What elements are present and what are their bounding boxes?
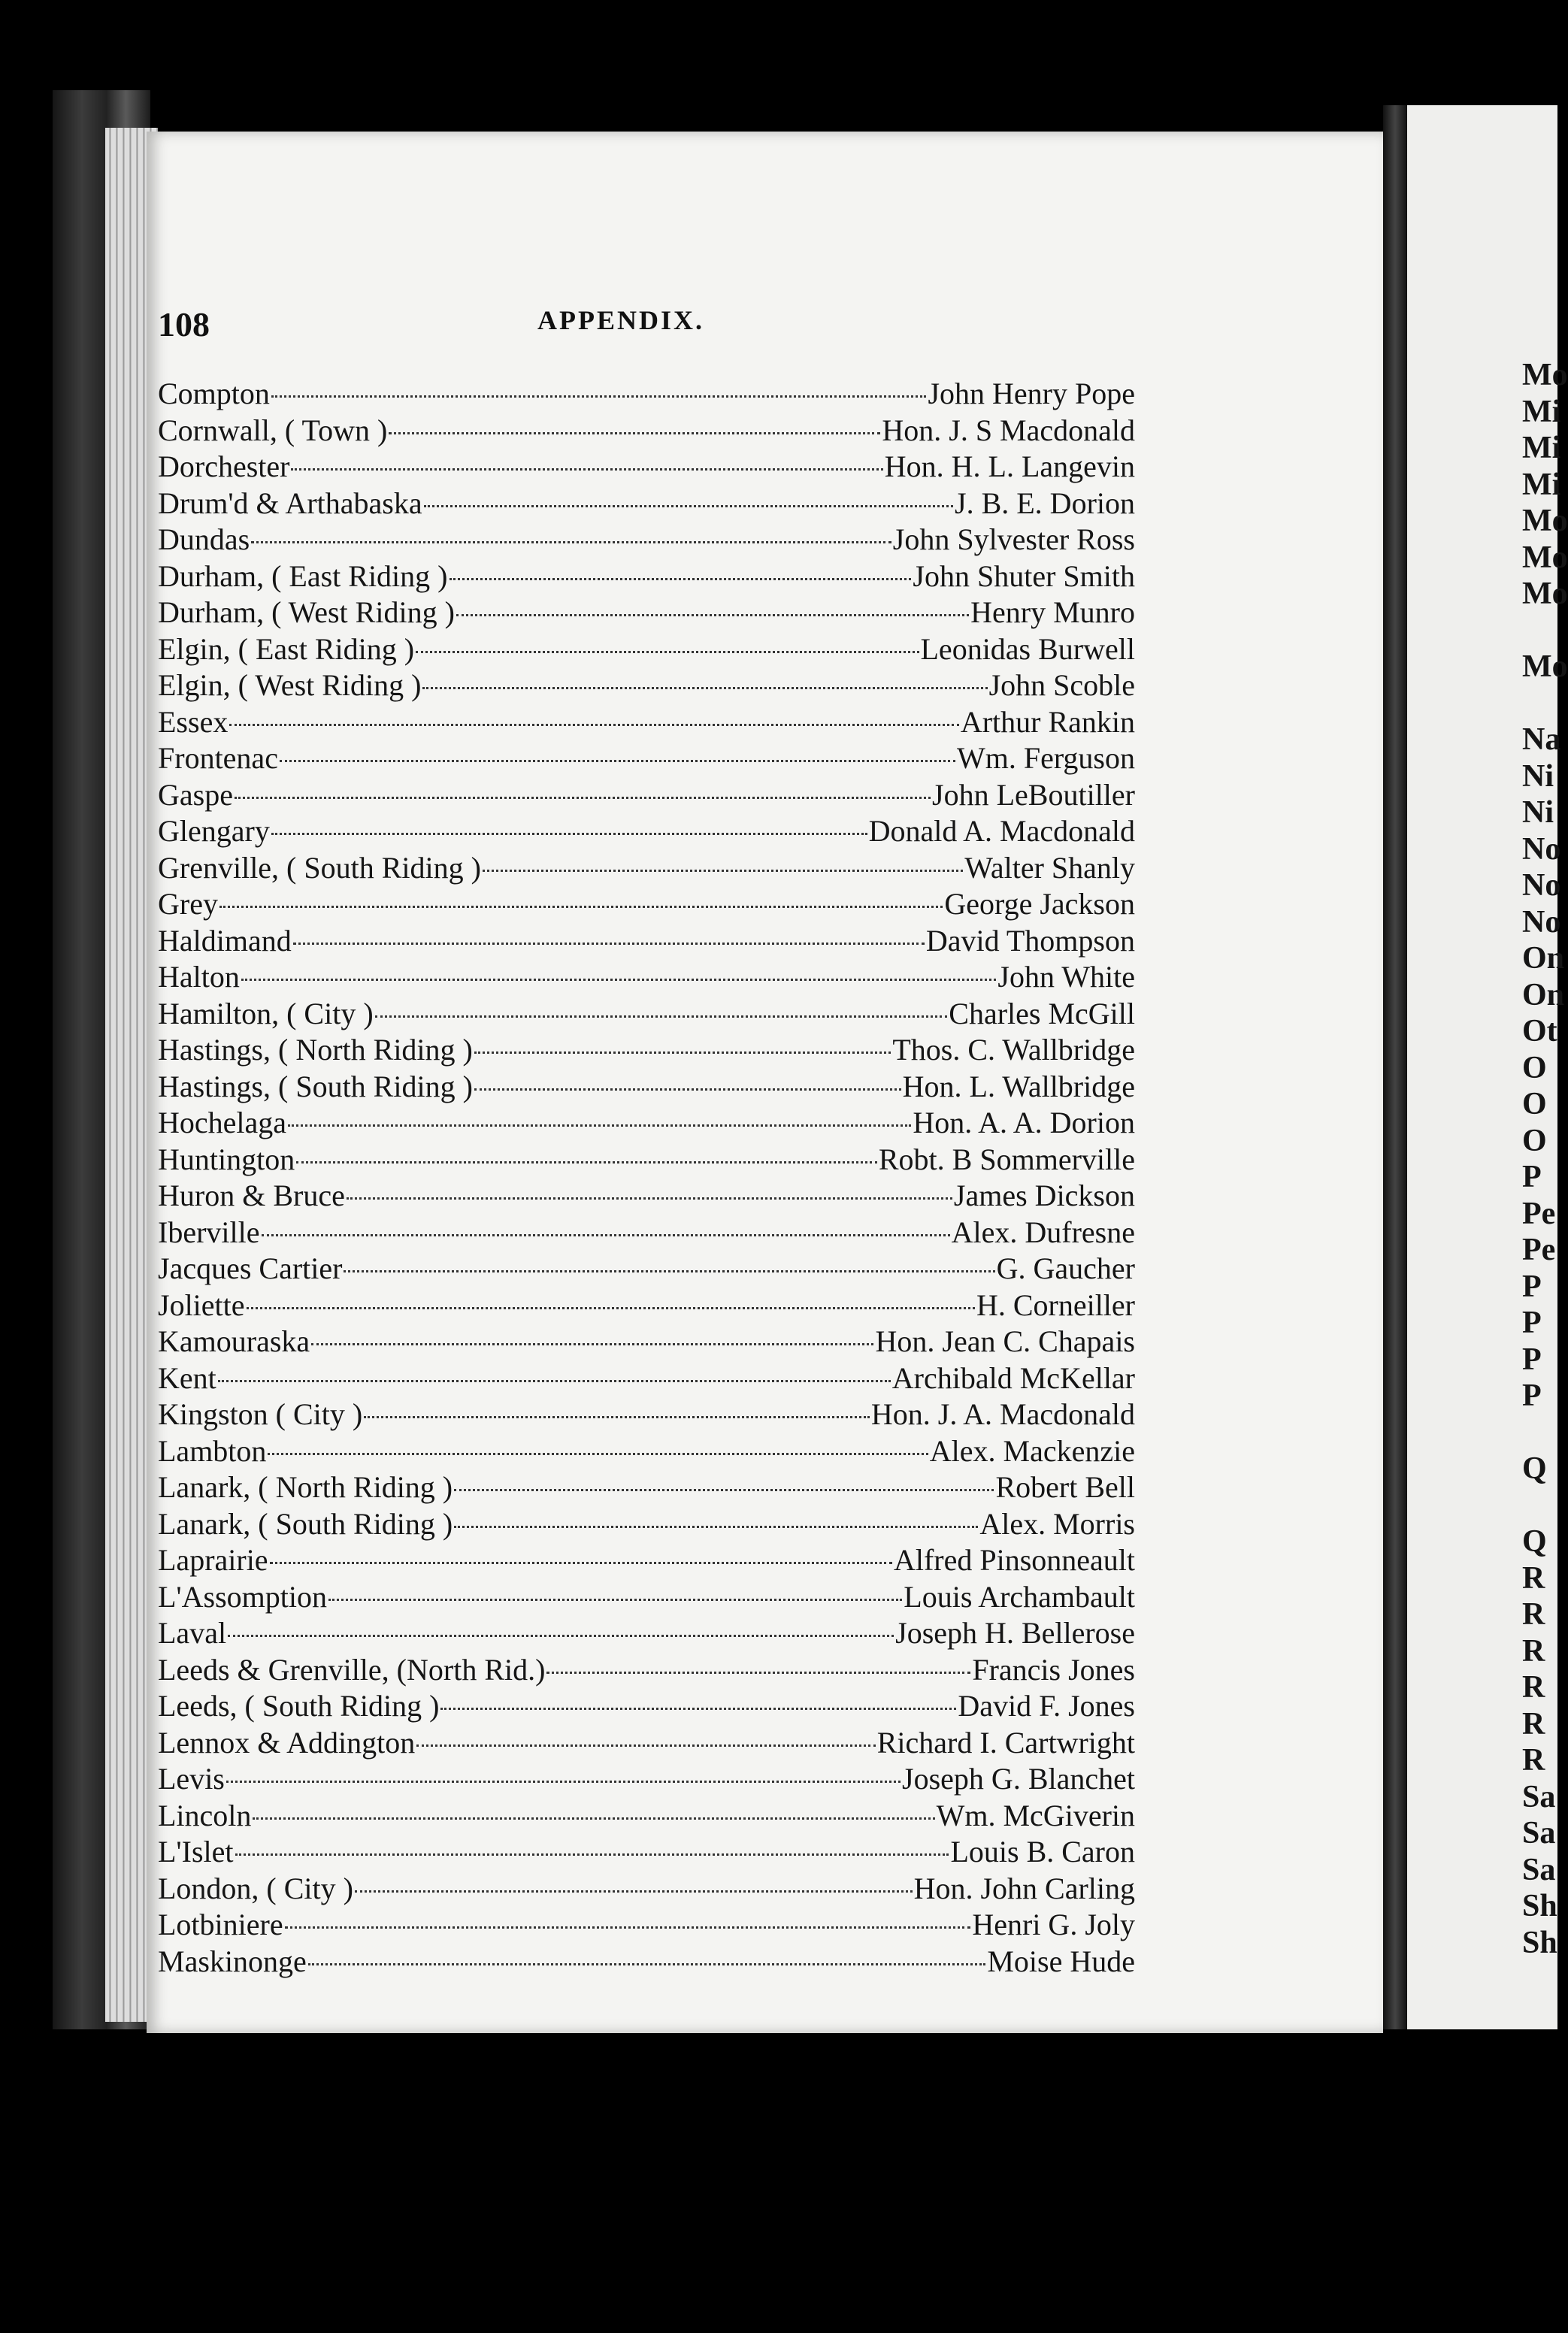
constituency-name: Elgin, ( East Riding ) xyxy=(158,631,415,666)
facing-page-fragment: P xyxy=(1522,1160,1542,1194)
list-item xyxy=(158,704,1135,741)
list-item xyxy=(158,522,1135,558)
constituency-name: Hastings, ( South Riding ) xyxy=(158,1069,473,1103)
dot-leader xyxy=(228,1635,894,1637)
member-name: H. Corneiller xyxy=(976,1288,1135,1322)
facing-page-fragment: Mo xyxy=(1522,576,1568,611)
facing-page-fragment: P xyxy=(1522,1342,1542,1377)
facing-page-fragment: P xyxy=(1522,1269,1542,1304)
member-name: Charles McGill xyxy=(949,996,1135,1030)
list-item xyxy=(158,1360,1135,1397)
running-head: APPENDIX. xyxy=(537,305,704,335)
dot-leader xyxy=(422,687,987,689)
dot-leader xyxy=(474,1088,901,1091)
facing-page-fragment: Pe xyxy=(1522,1196,1556,1231)
facing-page-fragment: R xyxy=(1522,1597,1545,1632)
dot-leader xyxy=(344,1270,994,1272)
facing-page-fragment: R xyxy=(1522,1670,1545,1705)
facing-page-fragment: Sh xyxy=(1522,1925,1557,1960)
facing-page-fragment: Mi xyxy=(1522,467,1561,502)
dot-leader xyxy=(253,1817,934,1820)
member-name: John LeBoutiller xyxy=(932,777,1135,812)
list-item xyxy=(158,1396,1135,1433)
member-name: Richard I. Cartwright xyxy=(876,1725,1135,1760)
list-item xyxy=(158,1871,1135,1908)
constituency-name: Halton xyxy=(158,960,240,994)
facing-page-fragment: Q xyxy=(1522,1451,1547,1486)
list-item xyxy=(158,558,1135,595)
member-name: J. B. E. Dorion xyxy=(955,486,1135,520)
list-item xyxy=(158,1032,1135,1069)
dot-leader xyxy=(241,979,997,981)
constituency-name: Lincoln xyxy=(158,1798,252,1832)
dot-leader xyxy=(454,1489,994,1491)
dot-leader xyxy=(311,1343,873,1345)
constituency-name: Elgin, ( West Riding ) xyxy=(158,668,422,702)
list-item xyxy=(158,1725,1135,1762)
facing-page-fragment: P xyxy=(1522,1306,1542,1340)
facing-page-fragment: O xyxy=(1522,1123,1547,1158)
dot-leader xyxy=(296,1161,877,1163)
constituency-name: London, ( City ) xyxy=(158,1871,353,1905)
page-number: 108 xyxy=(158,305,210,343)
list-item xyxy=(158,923,1135,960)
constituency-name: Kamouraska xyxy=(158,1324,310,1358)
list-item xyxy=(158,996,1135,1033)
list-item xyxy=(158,667,1135,704)
member-name: G. Gaucher xyxy=(996,1251,1135,1285)
constituency-name: Hochelaga xyxy=(158,1106,287,1139)
list-item xyxy=(158,1215,1135,1251)
member-name: John Shuter Smith xyxy=(913,558,1135,593)
member-name: Henry Munro xyxy=(970,595,1135,629)
member-name: Louis Archambault xyxy=(904,1579,1135,1614)
dot-leader xyxy=(219,906,943,908)
member-name: Arthur Rankin xyxy=(960,704,1135,739)
constituency-name: Levis xyxy=(158,1762,225,1796)
constituency-name: Cornwall, ( Town ) xyxy=(158,413,388,447)
facing-page-fragment: Pe xyxy=(1522,1233,1556,1267)
member-name: David Thompson xyxy=(925,923,1135,958)
list-item xyxy=(158,449,1135,486)
facing-page-fragments xyxy=(1522,357,1568,1961)
dot-leader xyxy=(218,1380,891,1382)
dot-leader xyxy=(483,870,963,872)
constituency-list xyxy=(158,376,1135,1980)
dot-leader xyxy=(293,943,925,945)
dot-leader xyxy=(235,1853,949,1856)
dot-leader xyxy=(328,1599,902,1601)
constituency-name: Lanark, ( North Riding ) xyxy=(158,1470,453,1504)
facing-page-fragment: No xyxy=(1522,831,1561,867)
member-name: Hon. J. A. Macdonald xyxy=(870,1397,1135,1431)
member-name: Hon. A. A. Dorion xyxy=(913,1106,1135,1139)
member-name: Walter Shanly xyxy=(964,850,1135,885)
list-item xyxy=(158,486,1135,522)
facing-page-fragment xyxy=(1522,1415,1568,1451)
member-name: Alfred Pinsonneault xyxy=(893,1543,1135,1577)
constituency-name: Iberville xyxy=(158,1215,260,1249)
dot-leader xyxy=(268,1453,928,1455)
list-item xyxy=(158,1798,1135,1835)
member-name: Joseph H. Bellerose xyxy=(895,1616,1135,1650)
facing-page-fragment: Ni xyxy=(1522,758,1554,794)
dot-leader xyxy=(270,1562,892,1564)
constituency-name: Jacques Cartier xyxy=(158,1251,343,1285)
member-name: Alex. Morris xyxy=(979,1506,1135,1541)
constituency-name: Grenville, ( South Riding ) xyxy=(158,850,481,885)
list-item xyxy=(158,777,1135,814)
dot-leader xyxy=(450,578,912,580)
member-name: George Jackson xyxy=(944,887,1135,921)
list-item xyxy=(158,1834,1135,1871)
book-gutter xyxy=(1383,105,1407,2029)
member-name: John Scoble xyxy=(988,668,1135,702)
constituency-name: Compton xyxy=(158,377,270,410)
member-name: James Dickson xyxy=(953,1179,1135,1212)
member-name: Louis B. Caron xyxy=(950,1835,1135,1869)
dot-leader xyxy=(440,1708,956,1710)
facing-page-fragment: R xyxy=(1522,1743,1545,1778)
member-name: Hon. L. Wallbridge xyxy=(902,1069,1135,1103)
facing-page-fragment: O xyxy=(1522,1050,1547,1085)
constituency-name: Laval xyxy=(158,1616,227,1650)
member-name: Joseph G. Blanchet xyxy=(902,1762,1135,1796)
constituency-name: Glengary xyxy=(158,814,270,848)
list-item xyxy=(158,1615,1135,1652)
member-name: Francis Jones xyxy=(972,1652,1135,1687)
list-item xyxy=(158,1542,1135,1579)
constituency-name: L'Assomption xyxy=(158,1579,327,1614)
facing-page-fragment xyxy=(1522,613,1568,649)
list-item xyxy=(158,886,1135,923)
constituency-name: Huntington xyxy=(158,1142,295,1176)
dot-leader xyxy=(347,1197,952,1200)
dot-leader xyxy=(364,1416,870,1418)
facing-page-fragment: On xyxy=(1522,941,1565,976)
facing-page-fragment: Mo xyxy=(1522,504,1568,538)
list-item xyxy=(158,1142,1135,1179)
constituency-name: Dundas xyxy=(158,522,250,556)
dot-leader xyxy=(271,833,867,835)
member-name: David F. Jones xyxy=(958,1689,1135,1723)
dot-leader xyxy=(262,1234,950,1236)
list-item xyxy=(158,376,1135,413)
constituency-name: Kent xyxy=(158,1360,216,1395)
dot-leader xyxy=(271,395,927,398)
facing-page-fragment xyxy=(1522,685,1568,722)
list-item xyxy=(158,740,1135,777)
constituency-name: Laprairie xyxy=(158,1543,268,1577)
constituency-name: Gaspe xyxy=(158,777,233,812)
list-item xyxy=(158,1469,1135,1506)
list-item xyxy=(158,1178,1135,1215)
member-name: Moise Hude xyxy=(987,1944,1135,1978)
list-item xyxy=(158,1506,1135,1543)
facing-page-fragment: Sa xyxy=(1522,1816,1556,1850)
member-name: Hon. J. S Macdonald xyxy=(882,413,1135,447)
constituency-name: Durham, ( West Riding ) xyxy=(158,595,455,629)
member-name: Alex. Mackenzie xyxy=(929,1433,1135,1468)
dot-leader xyxy=(375,1015,948,1018)
member-name: Robert Bell xyxy=(995,1470,1135,1504)
dot-leader xyxy=(474,1052,891,1054)
constituency-name: Drum'd & Arthabaska xyxy=(158,486,422,520)
facing-page-fragment: R xyxy=(1522,1633,1545,1669)
list-item xyxy=(158,631,1135,668)
list-item xyxy=(158,595,1135,631)
list-item xyxy=(158,1761,1135,1798)
constituency-name: Hamilton, ( City ) xyxy=(158,996,374,1030)
constituency-name: Lennox & Addington xyxy=(158,1725,416,1760)
list-item xyxy=(158,1652,1135,1689)
constituency-name: Durham, ( East Riding ) xyxy=(158,558,448,593)
facing-page-fragment: R xyxy=(1522,1706,1545,1741)
facing-page-fragment: Mo xyxy=(1522,649,1568,684)
facing-page-fragment: P xyxy=(1522,1378,1542,1413)
facing-page-fragment: On xyxy=(1522,977,1565,1012)
facing-page-fragment: Sa xyxy=(1522,1852,1556,1887)
dot-leader xyxy=(308,1963,986,1965)
constituency-name: Lambton xyxy=(158,1433,267,1468)
member-name: John Sylvester Ross xyxy=(892,522,1135,556)
constituency-name: Kingston ( City ) xyxy=(158,1397,363,1431)
constituency-name: Dorchester xyxy=(158,449,290,483)
facing-page-fragment: Mo xyxy=(1522,358,1568,392)
dot-leader xyxy=(226,1781,901,1783)
dot-leader xyxy=(355,1890,913,1893)
constituency-name: Hastings, ( North Riding ) xyxy=(158,1033,473,1067)
dot-leader xyxy=(424,505,953,507)
list-item xyxy=(158,1688,1135,1725)
dot-leader xyxy=(416,1744,876,1747)
constituency-name: Frontenac xyxy=(158,741,278,775)
facing-page-fragment: Ot xyxy=(1522,1014,1557,1048)
list-item xyxy=(158,1433,1135,1470)
dot-leader xyxy=(280,760,955,762)
member-name: Hon. Jean C. Chapais xyxy=(875,1324,1135,1358)
member-name: Leonidas Burwell xyxy=(920,631,1135,666)
facing-page-fragment: No xyxy=(1522,868,1561,903)
list-item xyxy=(158,1944,1135,1980)
constituency-name: Joliette xyxy=(158,1288,245,1322)
constituency-name: Essex xyxy=(158,704,229,739)
dot-leader xyxy=(416,651,919,653)
facing-page-fragment: Q xyxy=(1522,1524,1547,1559)
member-name: John White xyxy=(997,960,1135,994)
facing-page-fragment: R xyxy=(1522,1560,1545,1596)
constituency-name: Grey xyxy=(158,887,218,921)
constituency-name: Lotbiniere xyxy=(158,1908,283,1941)
member-name: Hon. H. L. Langevin xyxy=(884,449,1135,483)
member-name: Archibald McKellar xyxy=(891,1360,1135,1395)
dot-leader xyxy=(291,468,882,471)
list-item xyxy=(158,813,1135,850)
dot-leader xyxy=(288,1124,911,1127)
dot-leader xyxy=(229,724,958,726)
constituency-name: Haldimand xyxy=(158,923,292,958)
dot-leader xyxy=(389,432,880,434)
list-item xyxy=(158,959,1135,996)
constituency-name: Leeds & Grenville, (North Rid.) xyxy=(158,1652,546,1687)
member-name: Alex. Dufresne xyxy=(951,1215,1135,1249)
constituency-name: Maskinonge xyxy=(158,1944,307,1978)
list-item xyxy=(158,850,1135,887)
constituency-name: Leeds, ( South Riding ) xyxy=(158,1689,440,1723)
dot-leader xyxy=(251,541,891,543)
member-name: John Henry Pope xyxy=(928,377,1135,410)
list-item xyxy=(158,1324,1135,1360)
facing-page-fragment: O xyxy=(1522,1087,1547,1121)
member-name: Robt. B Sommerville xyxy=(878,1142,1135,1176)
list-item xyxy=(158,1907,1135,1944)
list-item xyxy=(158,1069,1135,1106)
facing-page-fragment xyxy=(1522,1487,1568,1524)
list-item xyxy=(158,1288,1135,1324)
facing-page-fragment: No xyxy=(1522,904,1561,940)
member-name: Hon. John Carling xyxy=(913,1871,1135,1905)
facing-page-fragment: Mo xyxy=(1522,540,1568,575)
member-name: Wm. McGiverin xyxy=(936,1798,1135,1832)
dot-leader xyxy=(235,797,931,799)
facing-page-fragment: Na xyxy=(1522,722,1561,757)
list-item xyxy=(158,1579,1135,1616)
dot-leader xyxy=(285,1926,971,1929)
member-name: Henri G. Joly xyxy=(972,1908,1135,1941)
facing-page-fragment: Mi xyxy=(1522,431,1561,465)
dot-leader xyxy=(546,1672,970,1674)
list-item xyxy=(158,413,1135,449)
dot-leader xyxy=(247,1307,975,1309)
facing-page-fragment: Sh xyxy=(1522,1889,1557,1923)
member-name: Thos. C. Wallbridge xyxy=(892,1033,1135,1067)
member-name: Donald A. Macdonald xyxy=(868,814,1135,848)
list-item xyxy=(158,1105,1135,1142)
constituency-name: Lanark, ( South Riding ) xyxy=(158,1506,453,1541)
dot-leader xyxy=(456,614,969,616)
constituency-name: L'Islet xyxy=(158,1835,234,1869)
facing-page-fragment: Mi xyxy=(1522,394,1561,429)
facing-page-fragment: Ni xyxy=(1522,795,1554,830)
list-item xyxy=(158,1251,1135,1288)
facing-page-fragment: Sa xyxy=(1522,1779,1556,1814)
dot-leader xyxy=(454,1526,978,1528)
constituency-name: Huron & Bruce xyxy=(158,1179,345,1212)
member-name: Wm. Ferguson xyxy=(956,741,1135,775)
